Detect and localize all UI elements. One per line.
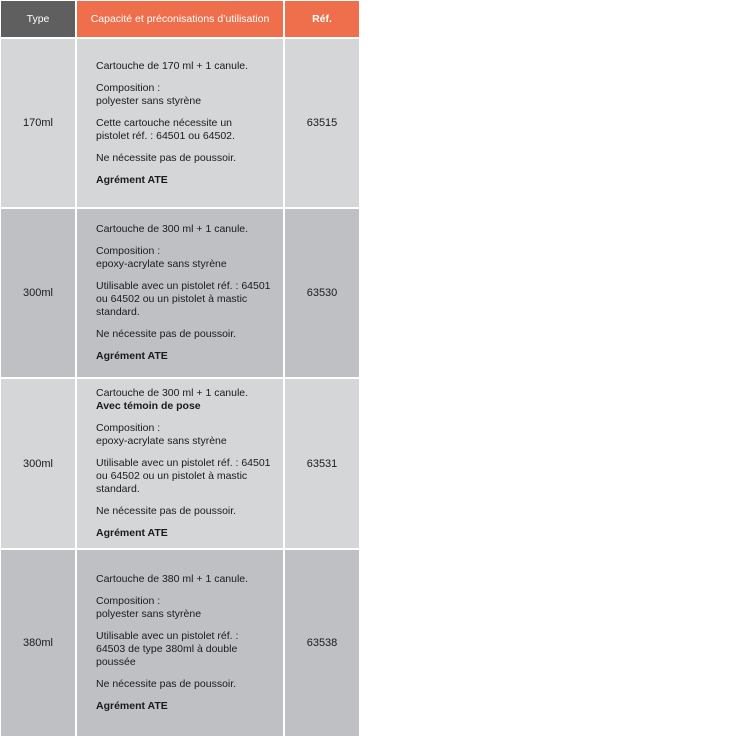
ref-cell: 63531 (285, 379, 359, 550)
type-cell: 300ml (1, 379, 77, 550)
capacity-text: Cartouche de 300 ml + 1 canule. (96, 387, 249, 399)
type-cell: 380ml (1, 550, 77, 738)
usage-block (96, 630, 275, 669)
pusher-note: Ne nécessite pas de poussoir. (96, 678, 237, 690)
product-table (1, 1, 359, 738)
composition-value: polyester sans styrène (96, 608, 202, 620)
capacity-block (96, 387, 275, 413)
approval-text: Agrément ATE (96, 173, 168, 186)
usage-block (96, 280, 275, 319)
composition-value: epoxy-acrylate sans styrène (96, 258, 227, 270)
pusher-note: Ne nécessite pas de poussoir. (96, 151, 237, 164)
table-row (1, 39, 359, 209)
usage-line: pistolet réf. : 64501 ou 64502. (96, 129, 235, 142)
pusher-note: Ne nécessite pas de poussoir. (96, 505, 237, 517)
column-header-type: Type (1, 1, 77, 39)
table-header-row (1, 1, 359, 39)
usage-block (96, 117, 275, 143)
column-header-ref: Réf. (285, 1, 359, 39)
description-cell (77, 39, 285, 209)
usage-line: ou 64502 ou un pistolet à mastic (96, 470, 248, 482)
ref-cell: 63530 (285, 209, 359, 379)
composition-value: polyester sans styrène (96, 94, 202, 107)
type-cell: 300ml (1, 209, 77, 379)
usage-line: Utilisable avec un pistolet réf. : 64501 (96, 280, 271, 292)
ref-cell: 63515 (285, 39, 359, 209)
composition-block (96, 245, 275, 271)
composition-block (96, 422, 275, 448)
composition-label: Composition : (96, 595, 161, 607)
column-header-description: Capacité et préconisations d’utilisation (77, 1, 285, 39)
approval-text: Agrément ATE (96, 527, 168, 539)
composition-label: Composition : (96, 81, 161, 94)
table-row (1, 550, 359, 738)
table-row (1, 379, 359, 550)
composition-value: epoxy-acrylate sans styrène (96, 435, 227, 447)
description-cell (77, 209, 285, 379)
usage-line: poussée (96, 656, 136, 668)
usage-block (96, 457, 275, 496)
usage-line: 64503 de type 380ml à double (96, 643, 238, 655)
usage-line: Utilisable avec un pistolet réf. : (96, 630, 239, 642)
ref-cell: 63538 (285, 550, 359, 738)
composition-block (96, 82, 275, 108)
table-row (1, 209, 359, 379)
description-cell (77, 379, 285, 550)
approval-text: Agrément ATE (96, 350, 168, 362)
approval-text: Agrément ATE (96, 700, 168, 712)
composition-label: Composition : (96, 245, 161, 257)
usage-line: ou 64502 ou un pistolet à mastic (96, 293, 248, 305)
capacity-text: Cartouche de 170 ml + 1 canule. (96, 59, 249, 72)
usage-line: standard. (96, 306, 140, 318)
usage-line: Cette cartouche nécessite un (96, 116, 232, 129)
composition-label: Composition : (96, 422, 161, 434)
pusher-note: Ne nécessite pas de poussoir. (96, 328, 237, 340)
capacity-text: Cartouche de 300 ml + 1 canule. (96, 223, 249, 235)
usage-line: standard. (96, 483, 140, 495)
description-cell (77, 550, 285, 738)
usage-line: Utilisable avec un pistolet réf. : 64501 (96, 457, 271, 469)
composition-block (96, 595, 275, 621)
type-cell: 170ml (1, 39, 77, 209)
capacity-text: Cartouche de 380 ml + 1 canule. (96, 573, 249, 585)
feature-text: Avec témoin de pose (96, 400, 201, 412)
